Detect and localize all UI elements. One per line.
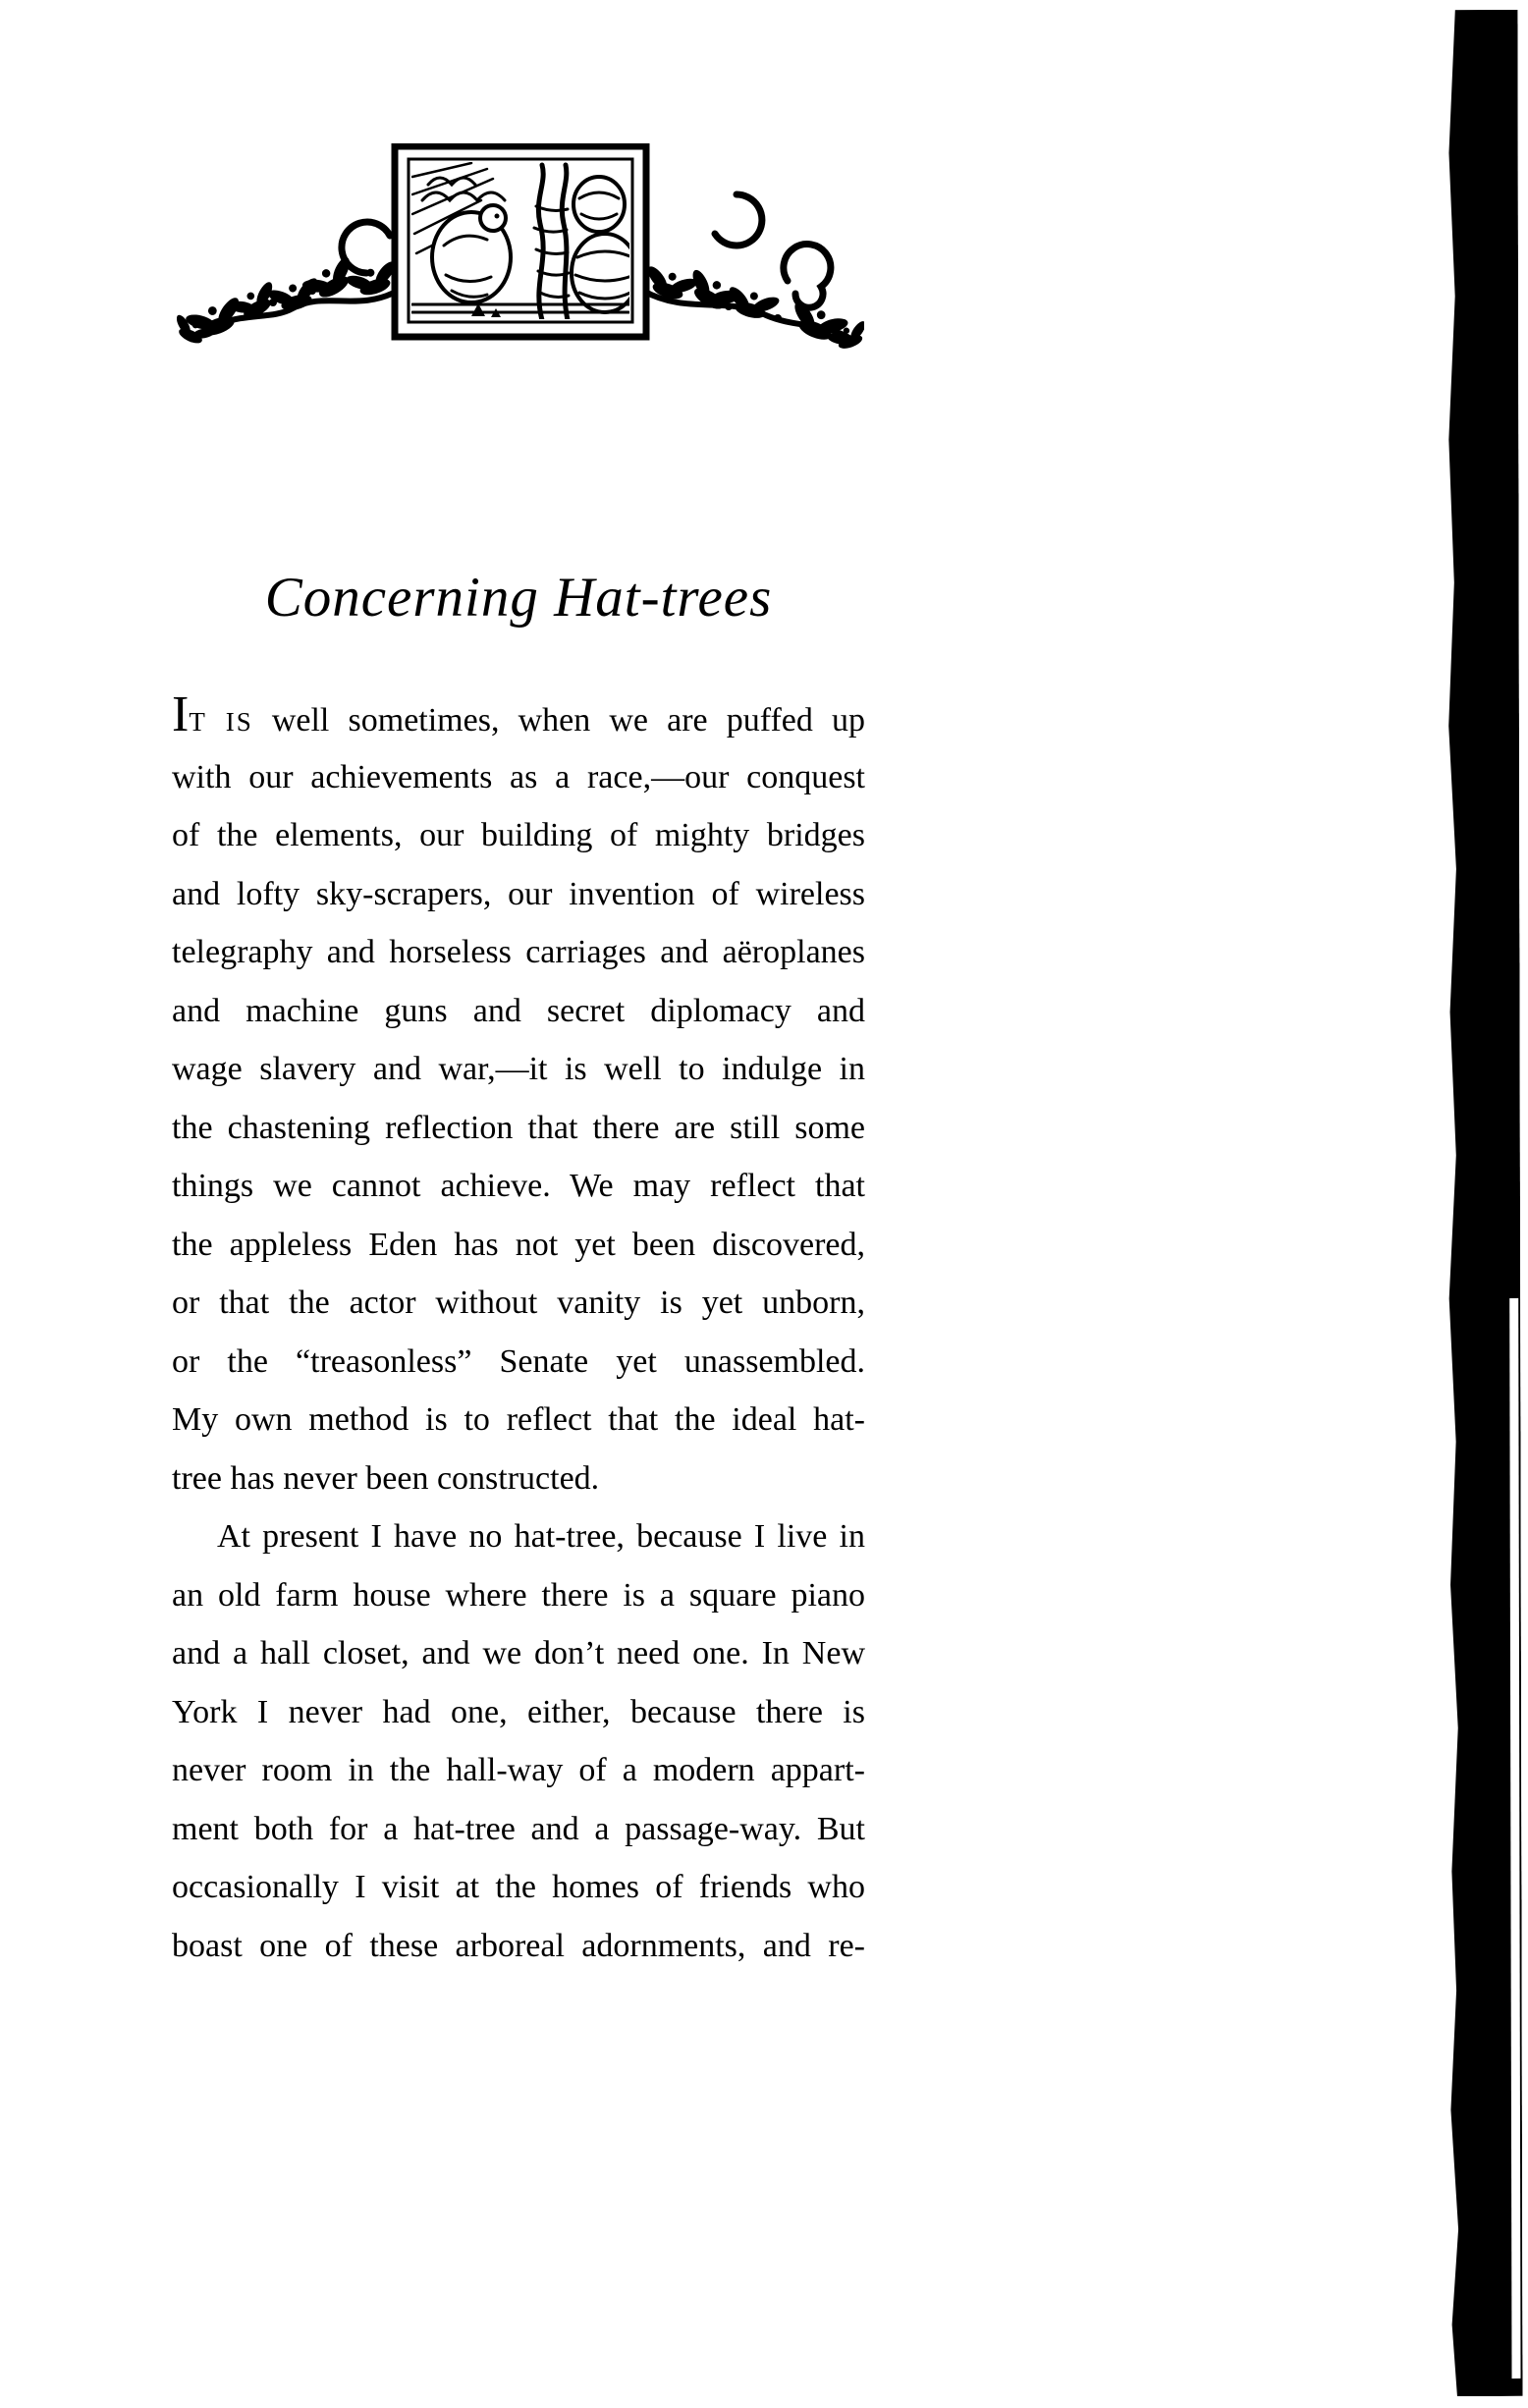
text-line: of the elements, our building of mighty bridges <box>172 817 865 853</box>
body-text <box>172 686 865 1975</box>
text-line: the appleless Eden has not yet been discovered, <box>172 1226 865 1263</box>
woodcut-headpiece <box>177 143 864 352</box>
first-line-text: well sometimes, when we are puffed up <box>252 702 865 739</box>
text-line: tree has never been constructed. <box>172 1459 600 1497</box>
text-line: and a hall closet, and we don’t need one. In New <box>172 1635 865 1671</box>
scan-gutter-shadow <box>1445 10 1522 2396</box>
woodcut-headpiece-graphic <box>177 143 864 352</box>
text-line: never room in the hall-way of a modern appart- <box>172 1752 865 1788</box>
scan-gutter-highlight <box>1509 1298 1520 2379</box>
text-line: boast one of these arboreal adornments, and re- <box>172 1927 865 1964</box>
text-line: and lofty sky-scrapers, our invention of wireless <box>172 875 865 912</box>
small-caps-lead: T IS <box>189 707 253 737</box>
paragraph-2 <box>172 1507 865 1975</box>
text-line: My own method is to reflect that the ideal hat- <box>172 1401 865 1438</box>
text-line: the chastening reflection that there are still some <box>172 1109 865 1146</box>
text-line: occasionally I visit at the homes of friends who <box>172 1869 865 1905</box>
text-line: ment both for a hat-tree and a passage-way. But <box>172 1810 865 1847</box>
text-line: and machine guns and secret diplomacy and <box>172 992 865 1029</box>
text-line-first <box>172 686 865 748</box>
text-line: wage slavery and war,—it is well to indulge in <box>172 1051 865 1087</box>
text-line: or the “treasonless” Senate yet unassembled. <box>172 1342 865 1380</box>
drop-cap: I <box>172 686 190 742</box>
text-line: with our achievements as a race,—our conquest <box>172 758 865 795</box>
text-line: York I never had one, either, because there is <box>172 1693 865 1730</box>
text-line: an old farm house where there is a square piano <box>172 1576 865 1614</box>
paragraph-1 <box>172 748 865 1508</box>
text-line: things we cannot achieve. We may reflect that <box>172 1168 865 1204</box>
text-line: or that the actor without vanity is yet unborn, <box>172 1285 865 1321</box>
chapter-title: Concerning Hat-trees <box>264 567 773 629</box>
text-line: telegraphy and horseless carriages and aëroplanes <box>172 934 865 970</box>
text-line: At present I have no hat-tree, because I live in <box>217 1518 865 1555</box>
